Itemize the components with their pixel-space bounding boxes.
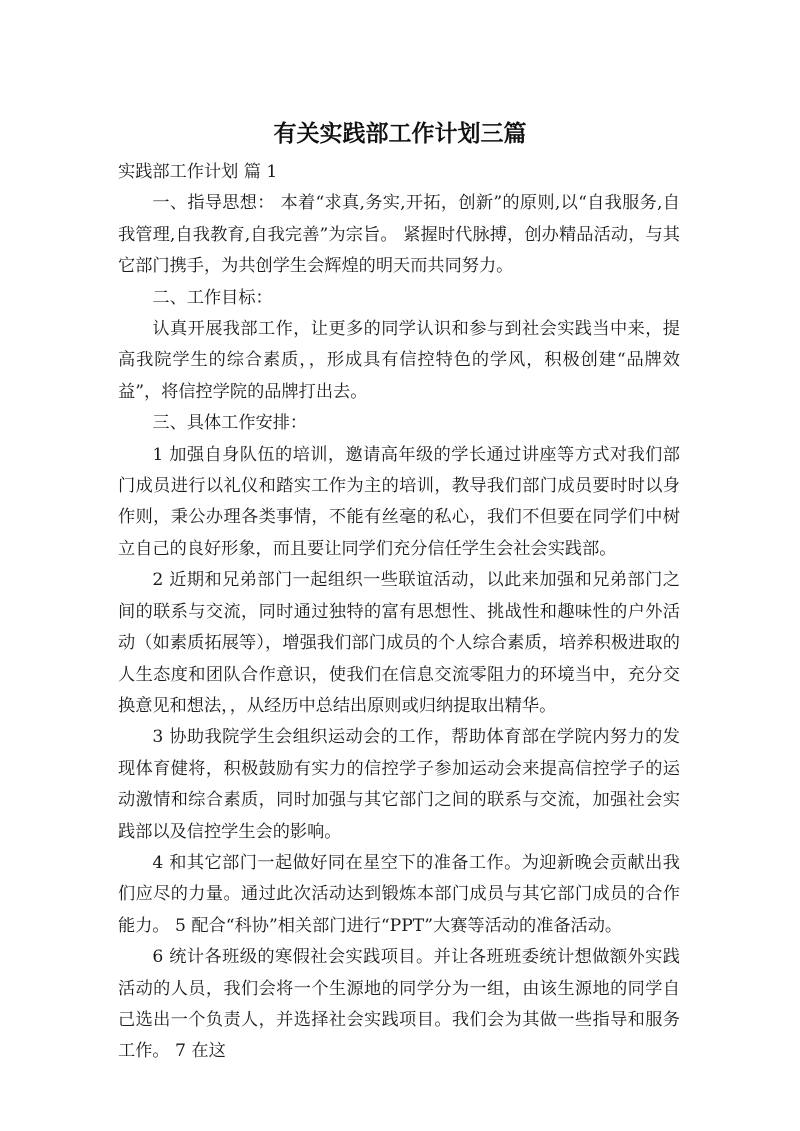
paragraph-arrangement-heading: 三、具体工作安排： xyxy=(152,413,308,434)
paragraph-goal: 认真开展我部工作，让更多的同学认识和参与到社会实践当中来，提高我院学生的综合素质，，形成具有信控特色的学风，积极创建“品牌效益”，将信控学院的品牌打出去。 xyxy=(118,319,680,402)
paragraph-item-1: 1 加强自身队伍的培训，邀请高年级的学长通过讲座等方式对我们部门成员进行以礼仪和踏实工作为主的培训，教导我们部门成员要时时以身作则，秉公办理各类事情，不能有丝毫的私心，我们不但要在同学们中树立自己的良好形象，而且要让同学们充分信任学生会社会实践部。 xyxy=(118,444,680,559)
paragraph-guiding-thought: 一、指导思想： 本着“求真,务实,开拓，创新”的原则,以“自我服务,自我管理,自我教育,自我完善”为宗旨。 紧握时代脉搏，创办精品活动，与其它部门携手，为共创学生会辉煌的明天而共同努力。 xyxy=(118,193,680,277)
document-title: 有关实践部工作计划三篇 xyxy=(273,121,527,147)
paragraph-item-6-7: 6 统计各班级的寒假社会实践项目。并让各班班委统计想做额外实践活动的人员，我们会将一个生源地的同学分为一组，由该生源地的同学自己选出一个负责人，并选择社会实践项目。我们会为其做一些指导和服务工作。 7 在这 xyxy=(118,947,680,1062)
paragraph-item-3: 3 协助我院学生会组织运动会的工作，帮助体育部在学院内努力的发现体育健将，积极鼓励有实力的信控学子参加运动会来提高信控学子的运动激情和综合素质，同时加强与其它部门之间的联系与交流，加强社会实践部以及信控学生会的影响。 xyxy=(118,727,680,842)
paragraph-item-2: 2 近期和兄弟部门一起组织一些联谊活动，以此来加强和兄弟部门之间的联系与交流，同时通过独特的富有思想性、挑战性和趣味性的户外活动（如素质拓展等），增强我们部门成员的个人综合素质，培养积极进取的人生态度和团队合作意识，使我们在信息交流零阻力的环境当中，充分交换意见和想法，，从经历中总结出原则或归纳提取出精华。 xyxy=(118,570,680,716)
document-body xyxy=(118,157,680,1068)
paragraph-item-4-5: 4 和其它部门一起做好同在星空下的准备工作。为迎新晚会贡献出我们应尽的力量。通过此次活动达到锻炼本部门成员与其它部门成员的合作能力。 5 配合“科协”相关部门进行“PPT”大赛等活动的准备活动。 xyxy=(118,852,680,936)
paragraph-goal-heading: 二、工作目标： xyxy=(152,287,273,308)
section-heading: 实践部工作计划 篇 1 xyxy=(118,162,278,182)
